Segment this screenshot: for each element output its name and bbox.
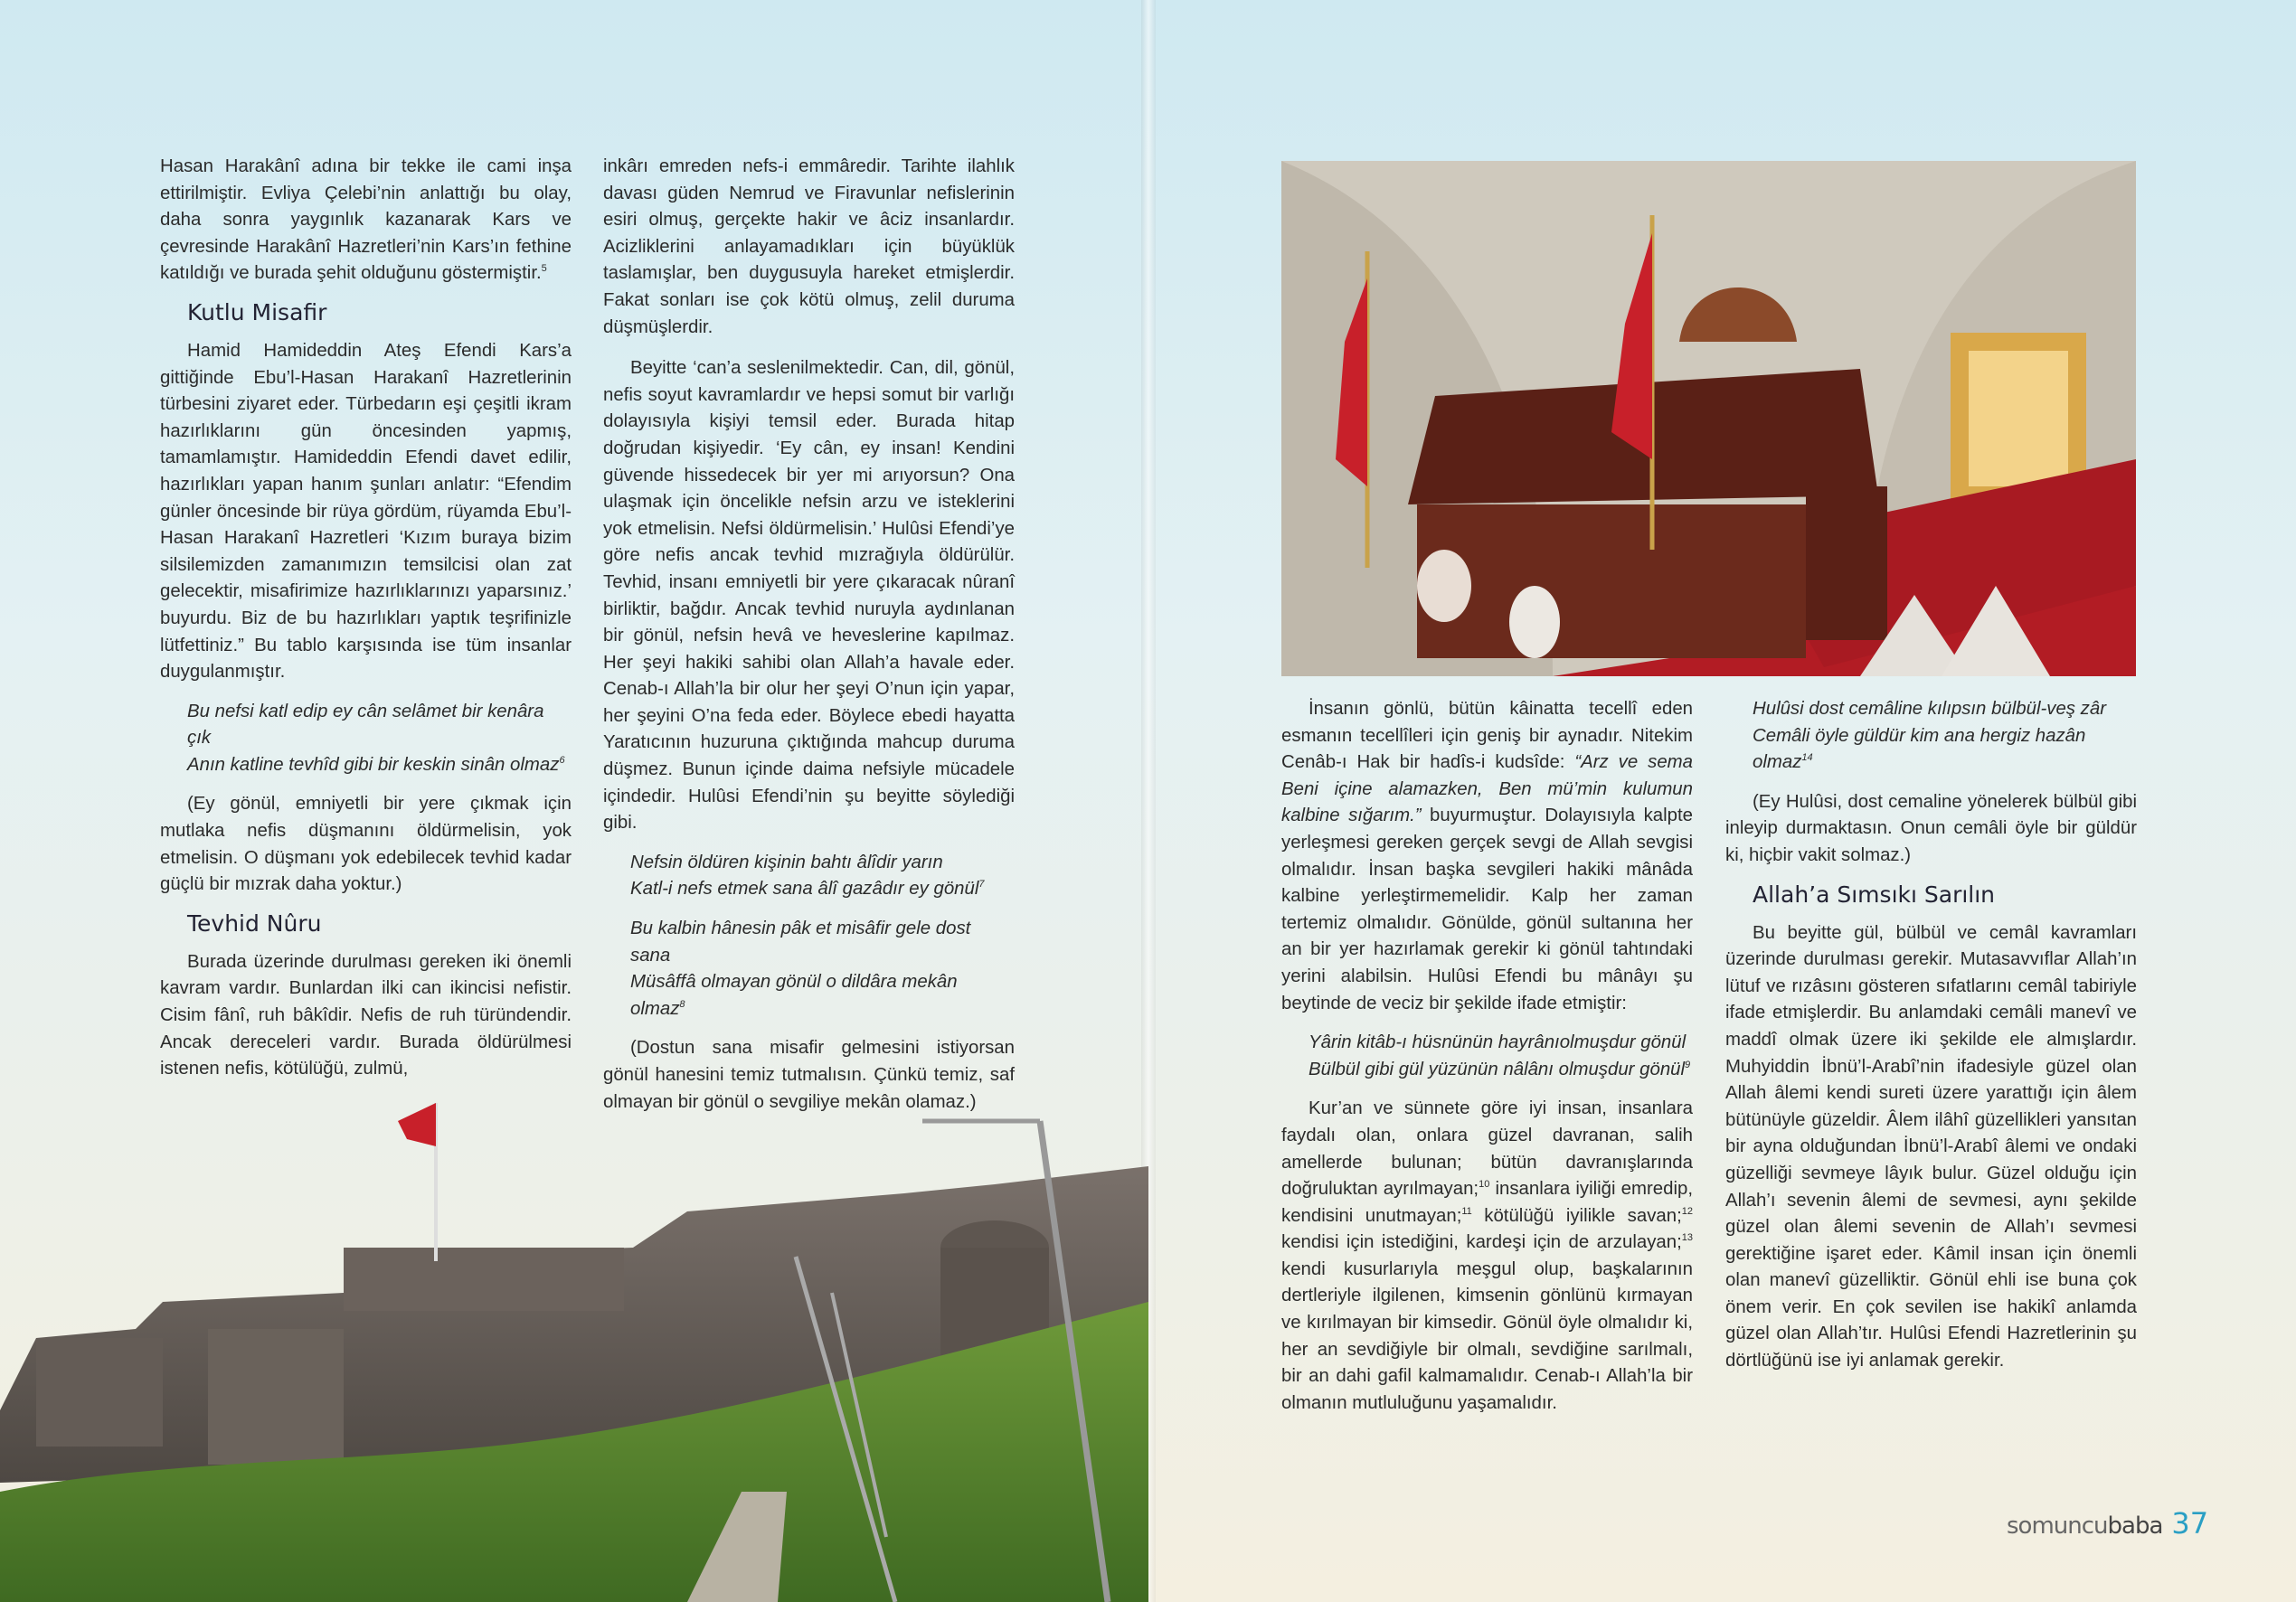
poem: Hulûsi dost cemâline kılıpsın bülbül-veş zâr Cemâli öyle güldür kim ana hergiz hazân olmaz$^{14}$ xyxy=(1753,699,2106,773)
page-number: 37 xyxy=(2171,1506,2209,1541)
poem: Bu kalbin hânesin pâk et misâfir gele dost sana Müsâffâ olmayan gönül o dildâra mekân olmaz$^8$ xyxy=(630,919,971,1019)
right-column-2 xyxy=(1725,696,2137,1375)
paragraph: (Dostun sana misafir gelmesini istiyorsan gönül hanesini temiz tutmalısın. Çünkü temiz, saf olmayan bir gönül o sevgiliye mekân olamaz.) xyxy=(603,1038,1015,1112)
section-heading: Tevhid Nûru xyxy=(187,909,322,937)
section-heading: Kutlu Misafir xyxy=(187,298,327,325)
poem: Nefsin öldüren kişinin bahtı âlîdir yarın Katl-i nefs etmek sana âlî gazâdır ey gönül$^7$ xyxy=(630,852,985,900)
paragraph: Burada üzerinde durulması gereken iki önemli kavram vardır. Bunlardan ilki can ikincisi nefistir. Cisim fânî, ruh bâkîdir. Nefis de ruh türündendir. Ancak dereceleri vardır. Burada öldürülmesi istenen nefis, kötülüğü, zulmü, xyxy=(160,951,572,1079)
paragraph: (Ey Hulûsi, dost cemaline yönelerek bülbül gibi inleyip durmaktasın. Onun cemâli öyle bir güldür ki, hiçbir vakit solmaz.) xyxy=(1725,791,2137,865)
poem: Bu nefsi katl edip ey cân selâmet bir kenâra çık Anın katline tevhîd gibi bir keskin sinân olmaz$^6$ xyxy=(187,701,565,775)
paragraph: Bu beyitte gül, bülbül ve cemâl kavramları üzerinde durulması gerekir. Mutasavvıflar Allah’ın lütuf ve rızâsını gösteren sıfatlarını cemâl tabiriyle ifade etmişlerdir. Bu anlamdaki cemâli manevî ve maddî olmak üzere iki şekilde ele almışlardır. Muhyiddin İbnü’l-Arabî’nin ifadesiyle güzel olan Allah âlemi kendi sureti üzere yarattığı için âlem bütünüyle güzeldir. Âlem ilâhî güzellikleri yansıtan bir ayna olduğundan İbnü’l-Arabî âlemi ve ondaki güzelliği sevmeye lâyık bulur. Güzel olduğu için Allah’ı sevenin âlemi de sevmesi, aynı şekilde güzel olan âlemi sevenin de Allah’ı sevmesi gerektiğine işaret eder. Kâmil insan için önemli olan manevî güzelliktir. Gönül ehli ise buna çok önem verir. En çok sevilen ise hakikî anlamda güzel olan Allah’tır. Hulûsi Efendi Hazretlerinin şu dörtlüğünü ise iyi anlamak gerekir. xyxy=(1725,922,2137,1371)
paragraph: İnsanın gönlü, bütün kâinatta tecellî eden esmanın tecellîleri için geniş bir aynadır. Nitekim Cenâb-ı Hak bir hadîs-i kudsîde: “Arz ve sema Beni içine alamazken, Ben mü’min kulumun kalbine sığarım.” buyurmuştur. Dolayısıyla kalpte yerleşmesi gereken gerçek sevgi de Allah sevgisi olmalıdır. İnsan başka sevgileri hakiki mânâda kalbine yerleştirmemelidir. Kalp her zaman tertemiz olmalıdır. Gönülde, gönül sultanına her an bir yer hazırlamak gerekir ki gönül tahtındaki yerini alabilsin. Hulûsi Efendi bu mânâyı şu beytinde de veciz bir şekilde ifade etmiştir: xyxy=(1281,699,1693,1013)
poem: Yârin kitâb-ı hüsnünün hayrânıolmuşdur gönül Bülbül gibi gül yüzünün nâlânı olmuşdur gönül$^9$ xyxy=(1309,1032,1691,1079)
magazine-logo: somuncubaba xyxy=(2007,1512,2163,1540)
paragraph: (Ey gönül, emniyetli bir yere çıkmak için mutlaka nefis düşmanını öldürmelisin, yok etmelisin. O düşmanı yok edebilecek tevhid kadar güçlü bir mızrak daha yoktur.) xyxy=(160,794,572,895)
right-column-1 xyxy=(1281,696,1693,1417)
paragraph: Hasan Harakânî adına bir tekke ile cami inşa ettirilmiştir. Evliya Çelebi’nin anlattığı bu olay, daha sonra yaygınlık kazanarak Kars ve çevresinde Harakânî Hazretleri’nin Kars’ın fethine katıldığı ve burada şehit olduğunu göstermiştir.$^5$ xyxy=(160,156,572,284)
paragraph: Beyitte ‘can’a seslenilmektedir. Can, dil, gönül, nefis soyut kavramlardır ve hepsi somut bir varlığı dolayısıyla kişiyi temsil eder. Burada hitap doğrudan kişiyedir. ‘Ey cân, ey insan! Kendini güvende hissedecek bir yer mi arıyorsun? Ona ulaşmak için öncelikle nefsin arzu ve isteklerini yok etmelisin. Nefsi öldürmelisin.’ Hulûsi Efendi’ye göre nefis ancak tevhid mızrağıyla öldürülür. Tevhid, insanı emniyetli bir yere çıkaracak nûranî birliktir, bağdır. Ancak tevhid nuruyla aydınlanan bir gönül, nefsin hevâ ve heveslerine kapılmaz. Her şeyi hakiki sahibi olan Allah’a havale eder. Cenab-ı Allah’la bir olur her şeyi O’nun için yapar, her şeyini O’na feda eder. Böylece ebedi hayatta Yaratıcının huzuruna çıktığında mahcup duruma düşmez. Bunun içinde daima nefsiyle mücadele içindedir. Hulûsi Efendi’nin şu beyitte söylediği gibi. xyxy=(603,358,1015,834)
section-heading: Allah’a Sımsıkı Sarılın xyxy=(1753,881,1996,908)
left-column-2 xyxy=(603,154,1015,1116)
kars-castle-image xyxy=(0,1067,1148,1602)
harakani-tomb-image xyxy=(1281,161,2136,676)
paragraph: Hamid Hamideddin Ateş Efendi Kars’a gittiğinde Ebu’l-Hasan Harakanî Hazretlerinin türbesini ziyaret eder. Türbedarın eşi çeşitli ikram hazırlıklarını gün öncesinden yapmış, tamamlamıştır. Hamideddin Efendi davet edilir, hazırlıkları yapan hanım şunları anlatır: “Efendim günler öncesinde bir rüya gördüm, rüyamda Ebu’l-Hasan Harakanî Hazretleri ‘Kızım buraya bizim silsilemizden zamanımızın temsilcisi olan zat gelecektir, misafirimize hazırlıklarınızı yaparsınız.’ buyurdu. Biz de bu hazırlıkları yaptık teşrifinizle lütfettiniz.” Bu tablo karşısında ise tüm insanlar duygulanmıştır. xyxy=(160,340,572,683)
paragraph: Kur’an ve sünnete göre iyi insan, insanlara faydalı olan, onlara güzel davranan, salih amellerde bulunan; bütün davranışlarında doğruluktan ayrılmayan;$^{10}$ insanlara iyiliği emredip, kendisini unutmayan;$^{11}$ kötülüğü iyilikle savan;$^{12}$ kendisi için istediğini, kardeşi için de arzulayan;$^{13}$ kendi kusurlarıyla meşgul olup, başkalarının dertleriyle ilgilenen, kimsenin gönlünü kırmayan ve kırılmayan bir kimsedir. Gönül öyle olmalıdır ki, her an sevdiğiyle bir olmalı, sevdiğine sarılmalı, bir an dahi gafil kalmamalıdır. Cenab-ı Allah’la bir olmanın mutluluğunu yaşamalıdır. xyxy=(1281,1098,1694,1413)
paragraph: inkârı emreden nefs-i emmâredir. Tarihte ilahlık davası güden Nemrud ve Firavunlar nefislerinin esiri olmuş, gerçekte hakir ve âciz insanlardır. Acizliklerini anlayamadıkları için büyüklük taslamışlar, ben duygusuyla hareket etmişlerdir. Fakat sonları ise çok kötü olmuş, zelil duruma düşmüşlerdir. xyxy=(603,156,1015,337)
page-footer xyxy=(2007,1506,2208,1541)
left-column-1 xyxy=(160,154,572,1083)
